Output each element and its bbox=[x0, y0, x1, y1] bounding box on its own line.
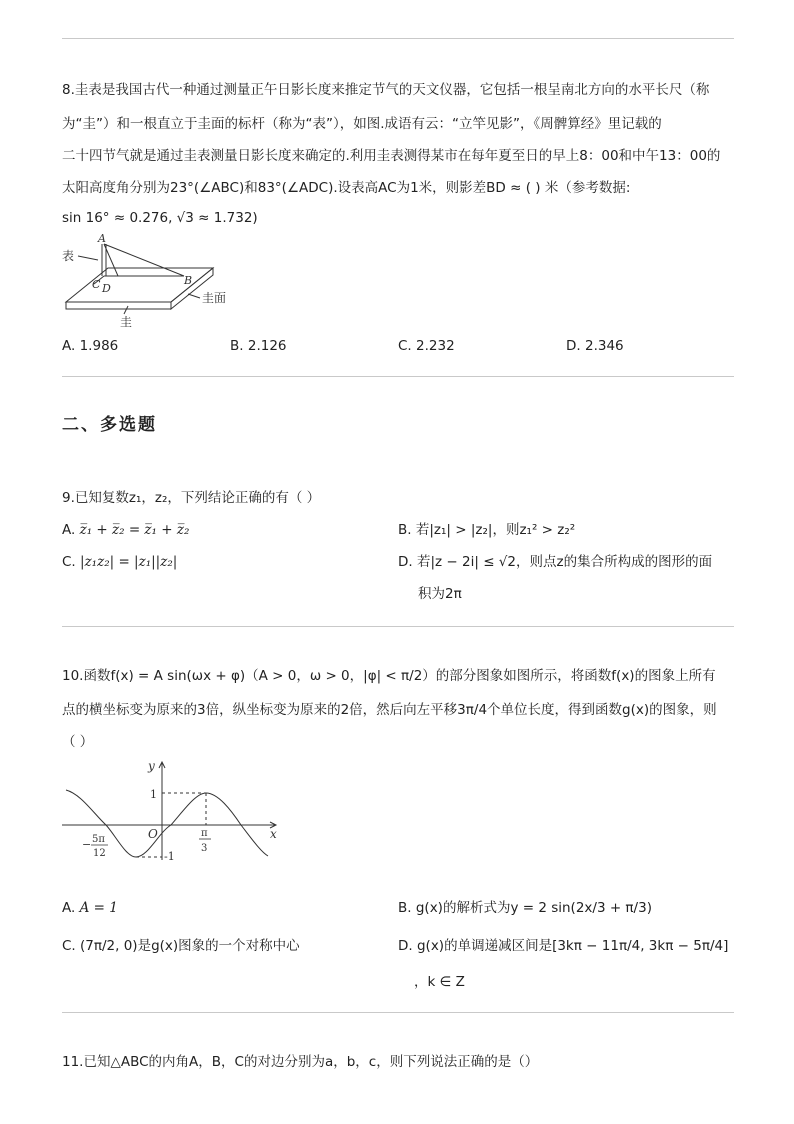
x-tick-right-den: 3 bbox=[201, 843, 208, 854]
q8-stem-line5: sin 16° ≈ 0.276, √3 ≈ 1.732) bbox=[62, 210, 258, 226]
q8-option-b[interactable]: B. 2.126 bbox=[230, 338, 287, 354]
label-C: C bbox=[92, 278, 101, 291]
q10-stem-line2: 点的横坐标变为原来的3倍，纵坐标变为原来的2倍，然后向左平移3π/4个单位长度，得到函数g(x)的图象，则 bbox=[62, 702, 717, 718]
x-axis-label: x bbox=[270, 827, 277, 841]
divider-1 bbox=[62, 376, 734, 377]
label-B: B bbox=[184, 274, 193, 287]
q8-stem-line2: 为“圭”）和一根直立于圭面的标杆（称为“表”），如图.成语有云：“立竿见影”，《周髀算经》里记载的 bbox=[62, 116, 662, 132]
q10-option-d[interactable]: D. g(x)的单调递减区间是[3kπ − 11π/4, 3kπ − 5π/4] bbox=[398, 938, 729, 954]
origin-label: O bbox=[148, 827, 158, 841]
q9-stem: 9.已知复数z₁，z₂，下列结论正确的有（ ） bbox=[62, 490, 321, 506]
q9-option-d[interactable]: D. 若|z − 2i| ≤ √2，则点z的集合所构成的图形的面 bbox=[398, 554, 713, 570]
label-gui: 圭 bbox=[120, 315, 133, 329]
label-biao: 表 bbox=[62, 249, 75, 263]
q10-option-c[interactable]: C. (7π/2, 0)是g(x)图象的一个对称中心 bbox=[62, 938, 300, 954]
q8-option-d[interactable]: D. 2.346 bbox=[566, 338, 624, 354]
x-tick-left-sign: − bbox=[82, 838, 92, 851]
q10-option-b[interactable]: B. g(x)的解析式为y = 2 sin(2x/3 + π/3) bbox=[398, 900, 652, 916]
section-title: 二、多选题 bbox=[62, 415, 157, 435]
divider-2 bbox=[62, 626, 734, 627]
q11-stem: 11.已知△ABC的内角A，B，C的对边分别为a，b，c，则下列说法正确的是（） bbox=[62, 1054, 539, 1070]
q8-option-a[interactable]: A. 1.986 bbox=[62, 338, 119, 354]
q8-stem-line4: 太阳高度角分别为23°(∠ABC)和83°(∠ADC).设表高AC为1米，则影差BD ≈ ( ) 米（参考数据: bbox=[62, 180, 631, 196]
q8-stem-line3: 二十四节气就是通过圭表测量日影长度来确定的.利用圭表测得某市在每年夏至日的早上8：00和中午13：00的 bbox=[62, 148, 721, 164]
x-tick-left-num: 5π bbox=[92, 834, 105, 845]
q9-option-c[interactable]: C. |z₁z₂| = |z₁||z₂| bbox=[62, 554, 178, 570]
label-A: A bbox=[98, 232, 106, 245]
x-tick-left-den: 12 bbox=[93, 848, 106, 859]
q9-option-a[interactable]: A. z̅₁ + z̅₂ = z̅₁ + z̅₂ bbox=[62, 522, 190, 538]
sine-graph bbox=[56, 758, 286, 863]
q9-option-d-cont: 积为2π bbox=[418, 586, 462, 602]
divider-3 bbox=[62, 1012, 734, 1013]
q8-option-c[interactable]: C. 2.232 bbox=[398, 338, 455, 354]
q9-option-b[interactable]: B. 若|z₁| > |z₂|，则z₁² > z₂² bbox=[398, 522, 576, 538]
q10-stem-line3: （ ） bbox=[62, 734, 94, 750]
label-guimian: 圭面 bbox=[202, 291, 227, 305]
q10-stem-line1: 10.函数f(x) = A sin(ωx + φ)（A > 0，ω > 0，|φ| < π/2）的部分图象如图所示，将函数f(x)的图象上所有 bbox=[62, 668, 716, 684]
y-axis-label: y bbox=[148, 759, 155, 773]
y-tick-neg1: -1 bbox=[164, 850, 175, 863]
label-D: D bbox=[102, 282, 111, 295]
q10-option-a[interactable]: A. A = 1 bbox=[62, 900, 118, 916]
top-divider bbox=[62, 38, 734, 39]
q8-stem-line1: 8.圭表是我国古代一种通过测量正午日影长度来推定节气的天文仪器，它包括一根呈南北方向的水平长尺（称 bbox=[62, 82, 710, 98]
q10-option-d-cont: ，k ∈ Z bbox=[414, 974, 465, 990]
gnomon-figure bbox=[58, 232, 248, 332]
y-tick-1: 1 bbox=[150, 788, 157, 801]
x-tick-right-num: π bbox=[201, 828, 208, 839]
sine-curve bbox=[66, 790, 268, 857]
